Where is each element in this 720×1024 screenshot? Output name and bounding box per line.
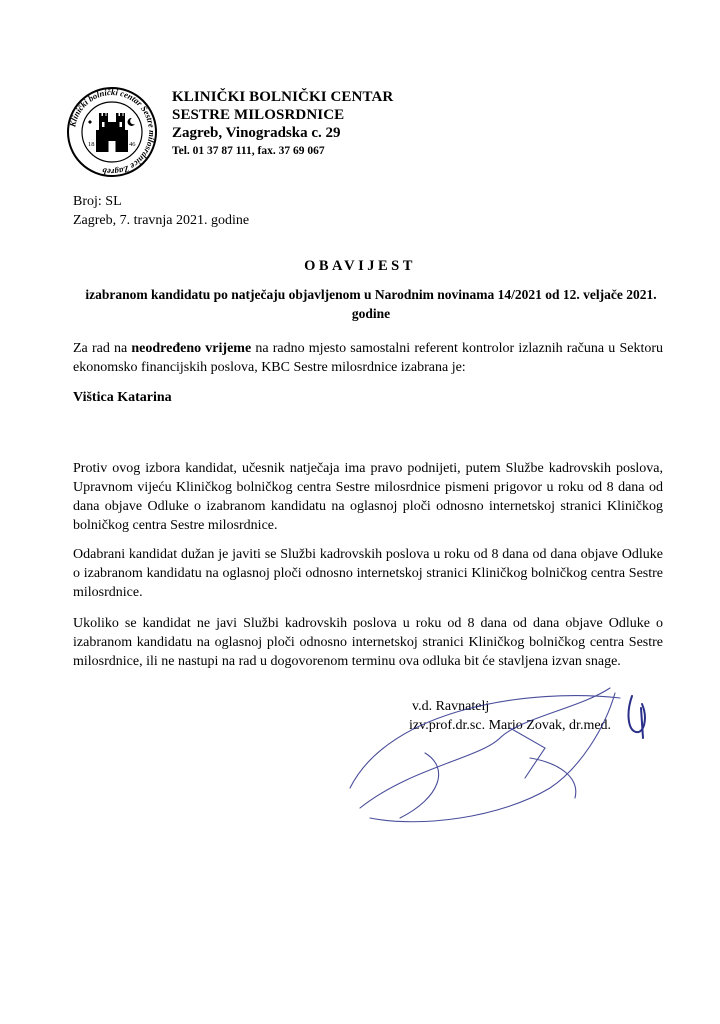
institution-address: Zagreb, Vinogradska c. 29 bbox=[172, 125, 341, 141]
paragraph-position-rest: na radno mjesto samostalni referent kontrolor izlaznih računa u Sektoru ekonomsko financijskih poslova, KBC Sestre milosrdnice izabrana je: bbox=[73, 341, 664, 375]
seal-year-left: 18 bbox=[88, 141, 95, 148]
document-subtitle: izabranom kandidatu po natječaju objavljenom u Narodnim novinama 14/2021 od 12. veljače 2021. godine bbox=[85, 287, 657, 321]
paragraph-position-lead: Za rad na bbox=[73, 341, 132, 356]
handwritten-signature bbox=[330, 668, 690, 838]
employment-type: neodređeno vrijeme bbox=[131, 341, 252, 356]
paragraph-report-obligation: Odabrani kandidat dužan je javiti se Službi kadrovskih poslova u roku od 8 dana od dana objave Odluke o izabranom kandidatu na oglasnoj ploči odnosno internetskoj stranici Kliničkog bolničkog centra Sestre milosrdnice. bbox=[73, 547, 663, 600]
signatory-title: v.d. Ravnatelj bbox=[412, 699, 490, 714]
paragraph-position bbox=[73, 339, 663, 377]
institution-name-line1: KLINIČKI BOLNIČKI CENTAR bbox=[172, 89, 394, 105]
seal-ring-text: Klinički bolnički centar Sestre milosrdnice Zagreb bbox=[67, 86, 158, 178]
document-meta bbox=[73, 192, 249, 230]
selected-candidate-name: Vištica Katarina bbox=[73, 390, 172, 405]
document-title: OBAVIJEST bbox=[304, 258, 416, 274]
paragraph-revocation: Ukoliko se kandidat ne javi Službi kadrovskih poslova u roku od 8 dana od dana objave Odluke o izabranom kandidatu na oglasnoj ploči odnosno internetskoj stranici Kliničkog bolničkog centra Sestre milosrdnice, ili ne nastupi na rad u dogovorenom terminu ova odluka bit će stavljena izvan snage. bbox=[73, 616, 663, 669]
hospital-seal-logo bbox=[66, 86, 158, 178]
signatory-name: izv.prof.dr.sc. Mario Zovak, dr.med. bbox=[409, 718, 612, 733]
letterhead bbox=[172, 88, 393, 160]
paragraph-objection: Protiv ovog izbora kandidat, učesnik natječaja ima pravo podnijeti, putem Službe kadrovskih poslova, Upravnom vijeću Kliničkog bolničkog centra Sestre milosrdnice pismeni prigovor u roku od 8 dana od dana objave Odluke o izabranom kandidatu na oglasnoj ploči odnosno internetskoj stranici Kliničkog bolničkog centra Sestre milosrdnice. bbox=[73, 461, 663, 533]
institution-contact: Tel. 01 37 87 111, fax. 37 69 067 bbox=[172, 145, 325, 157]
institution-name-line2: SESTRE MILOSRDNICE bbox=[172, 107, 345, 123]
place-and-date: Zagreb, 7. travnja 2021. godine bbox=[73, 213, 250, 228]
reference-number: Broj: SL bbox=[73, 194, 122, 209]
seal-year-right: 46 bbox=[129, 141, 136, 148]
signature-block bbox=[409, 697, 612, 735]
